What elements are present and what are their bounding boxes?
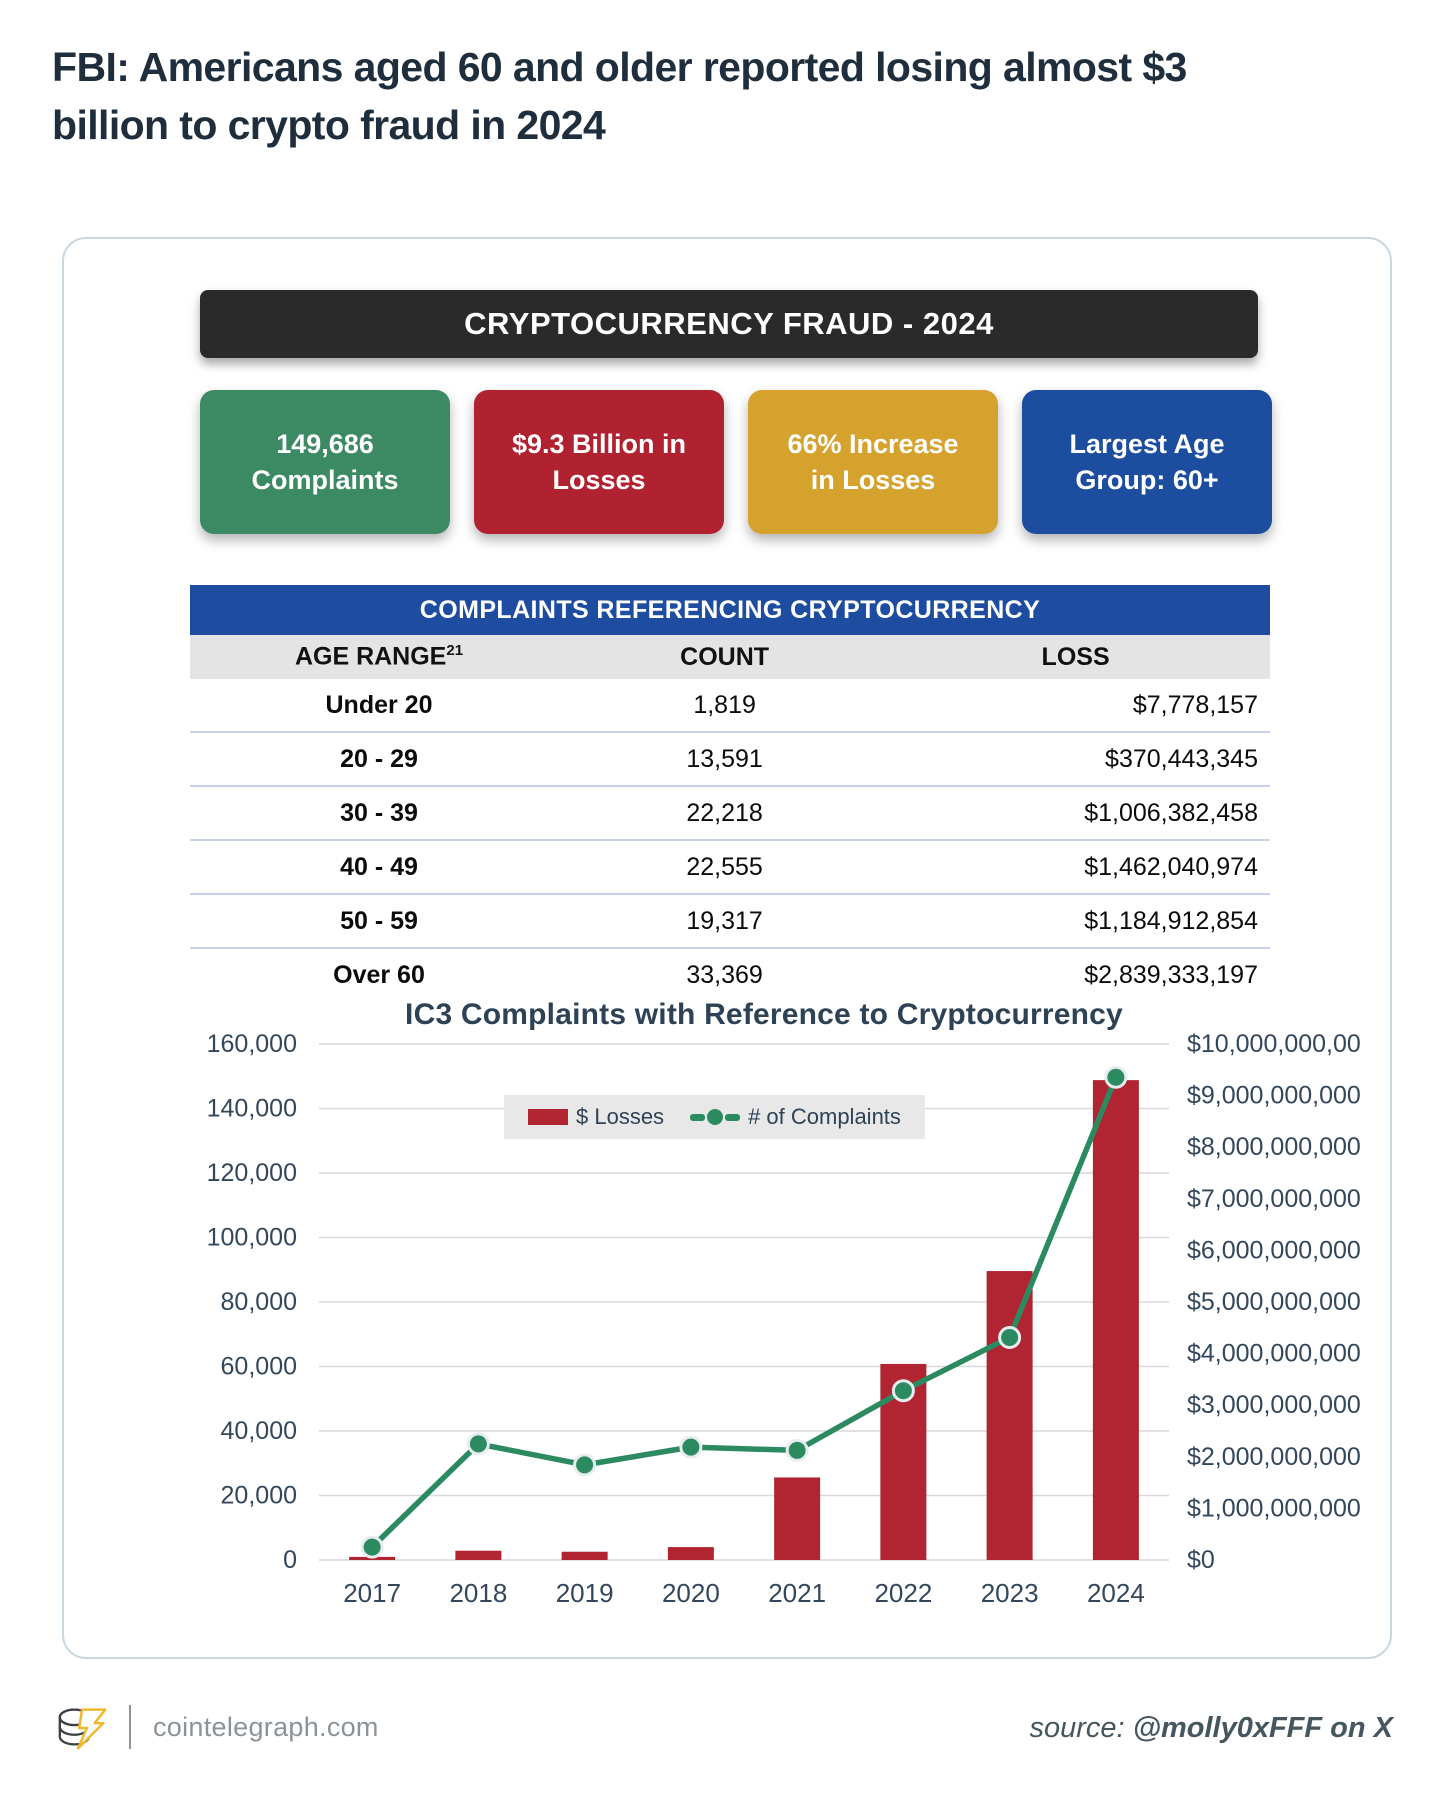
table-row [190, 679, 1270, 731]
right-axis-tick: $0 [1187, 1546, 1215, 1574]
left-axis-tick: 60,000 [220, 1352, 297, 1381]
legend-label-losses: $ Losses [576, 1104, 665, 1129]
stat-card-line1: 149,686 [276, 428, 374, 459]
loss-bar-2023 [987, 1271, 1033, 1560]
stat-card-0 [200, 390, 450, 534]
complaints-point-2019 [575, 1455, 595, 1475]
cell-loss: $2,839,333,197 [1084, 960, 1258, 989]
legend-item-losses [528, 1104, 664, 1130]
x-axis-tick: 2021 [768, 1578, 827, 1608]
right-axis-tick: $4,000,000,000 [1187, 1339, 1361, 1368]
footer-brand [55, 1698, 379, 1756]
loss-bar-2020 [668, 1547, 714, 1560]
x-axis-tick: 2020 [661, 1578, 720, 1608]
complaints-point-2023 [1000, 1327, 1020, 1347]
column-header-loss: LOSS [1041, 642, 1110, 671]
left-axis-tick: 160,000 [206, 1032, 297, 1058]
cell-count: 19,317 [686, 906, 763, 935]
right-axis-tick: $6,000,000,000 [1187, 1236, 1361, 1265]
left-axis-tick: 100,000 [206, 1223, 297, 1252]
cell-loss: $1,184,912,854 [1084, 906, 1258, 935]
loss-bar-2019 [562, 1552, 608, 1560]
loss-bar-2024 [1093, 1080, 1139, 1560]
cell-count: 1,819 [693, 690, 756, 719]
cell-loss: $1,006,382,458 [1084, 798, 1258, 827]
complaints-point-2022 [893, 1381, 913, 1401]
cell-age: 50 - 59 [340, 906, 418, 935]
x-axis-tick: 2018 [449, 1578, 508, 1608]
left-axis-tick: 40,000 [220, 1417, 297, 1445]
stat-card-line1: Largest Age [1069, 428, 1225, 459]
loss-bar-2021 [774, 1477, 820, 1560]
cell-count: 13,591 [686, 744, 763, 773]
page-title: FBI: Americans aged 60 and older reported losing almost $3 billion to crypto fraud in 2024 [52, 44, 1187, 149]
footer-divider [129, 1705, 131, 1749]
complaints-point-2017 [362, 1537, 382, 1557]
infographic-card [62, 237, 1392, 1659]
age-range-footnote: 21 [446, 642, 464, 660]
table-row [190, 785, 1270, 839]
table-row [190, 947, 1270, 1001]
x-axis-tick: 2024 [1086, 1578, 1145, 1608]
left-axis-tick: 120,000 [206, 1159, 297, 1187]
cell-count: 33,369 [686, 960, 763, 989]
site-url: cointelegraph.com [153, 1711, 379, 1742]
x-axis-tick: 2019 [555, 1578, 614, 1608]
loss-bar-2018 [455, 1551, 501, 1560]
complaints-line-icon [690, 1109, 740, 1125]
table-row [190, 893, 1270, 947]
complaints-point-2024 [1106, 1067, 1126, 1087]
stat-card-line2: Group: 60+ [1075, 465, 1219, 495]
stat-card-line1: $9.3 Billion in [511, 428, 687, 459]
stat-card-line2: in Losses [810, 465, 936, 495]
stat-card-line2: Complaints [251, 465, 399, 495]
legend-item-complaints [690, 1104, 901, 1130]
x-axis-tick: 2022 [874, 1578, 933, 1608]
left-axis-tick: 0 [283, 1546, 297, 1574]
column-header-age-range: AGE RANGE$^{21}$ [294, 642, 464, 671]
complaints-point-2020 [681, 1437, 701, 1457]
stat-card-3 [1022, 390, 1272, 534]
x-axis-tick: 2017 [343, 1578, 402, 1608]
stat-card-line2: Losses [552, 465, 646, 495]
right-axis-tick: $8,000,000,000 [1187, 1133, 1361, 1162]
chart-title: IC3 Complaints with Reference to Cryptocurrency [405, 998, 1123, 1031]
cointelegraph-logo [55, 1698, 113, 1756]
table-body [190, 679, 1270, 1001]
cell-loss: $1,462,040,974 [1084, 852, 1258, 881]
x-axis-tick: 2023 [980, 1578, 1039, 1608]
complaints-point-2018 [468, 1434, 488, 1454]
cell-count: 22,555 [686, 852, 763, 881]
cell-age: 30 - 39 [340, 798, 418, 827]
stat-card-line1: 66% Increase [787, 428, 959, 459]
table-row [190, 731, 1270, 785]
infographic-banner: CRYPTOCURRENCY FRAUD - 2024 [200, 290, 1258, 358]
right-axis-tick: $1,000,000,000 [1187, 1494, 1361, 1523]
cell-age: Over 60 [333, 960, 425, 989]
legend-label-complaints: # of Complaints [748, 1104, 901, 1129]
column-header-count: COUNT [680, 642, 770, 671]
source-handle: @molly0xFFF on X [1132, 1712, 1393, 1744]
left-axis-tick: 20,000 [220, 1481, 297, 1510]
cell-count: 22,218 [686, 798, 763, 827]
cell-age: 40 - 49 [340, 852, 418, 881]
losses-swatch-icon [528, 1109, 568, 1125]
cell-loss: $7,778,157 [1132, 690, 1258, 719]
source-credit [1030, 1712, 1393, 1745]
table-header-row [190, 635, 1270, 679]
right-axis-tick: $9,000,000,000 [1187, 1081, 1361, 1110]
cell-age: Under 20 [325, 690, 433, 719]
cell-age: 20 - 29 [340, 744, 418, 773]
source-prefix: source: [1029, 1712, 1133, 1744]
stat-card-2 [748, 390, 998, 534]
stat-card-1 [474, 390, 724, 534]
right-axis-tick: $7,000,000,000 [1187, 1184, 1361, 1213]
stat-cards-row [200, 390, 1274, 534]
right-axis-tick: $5,000,000,000 [1187, 1288, 1361, 1316]
table-title: COMPLAINTS REFERENCING CRYPTOCURRENCY [190, 585, 1270, 635]
chart-legend [504, 1095, 925, 1139]
complaints-point-2021 [787, 1440, 807, 1460]
right-axis-tick: $2,000,000,000 [1187, 1442, 1361, 1471]
left-axis-tick: 80,000 [220, 1288, 297, 1316]
right-axis-tick: $3,000,000,000 [1187, 1391, 1361, 1420]
left-axis-tick: 140,000 [206, 1094, 297, 1123]
right-axis-tick: $10,000,000,00 [1187, 1032, 1361, 1058]
cell-loss: $370,443,345 [1105, 744, 1258, 773]
table-row [190, 839, 1270, 893]
